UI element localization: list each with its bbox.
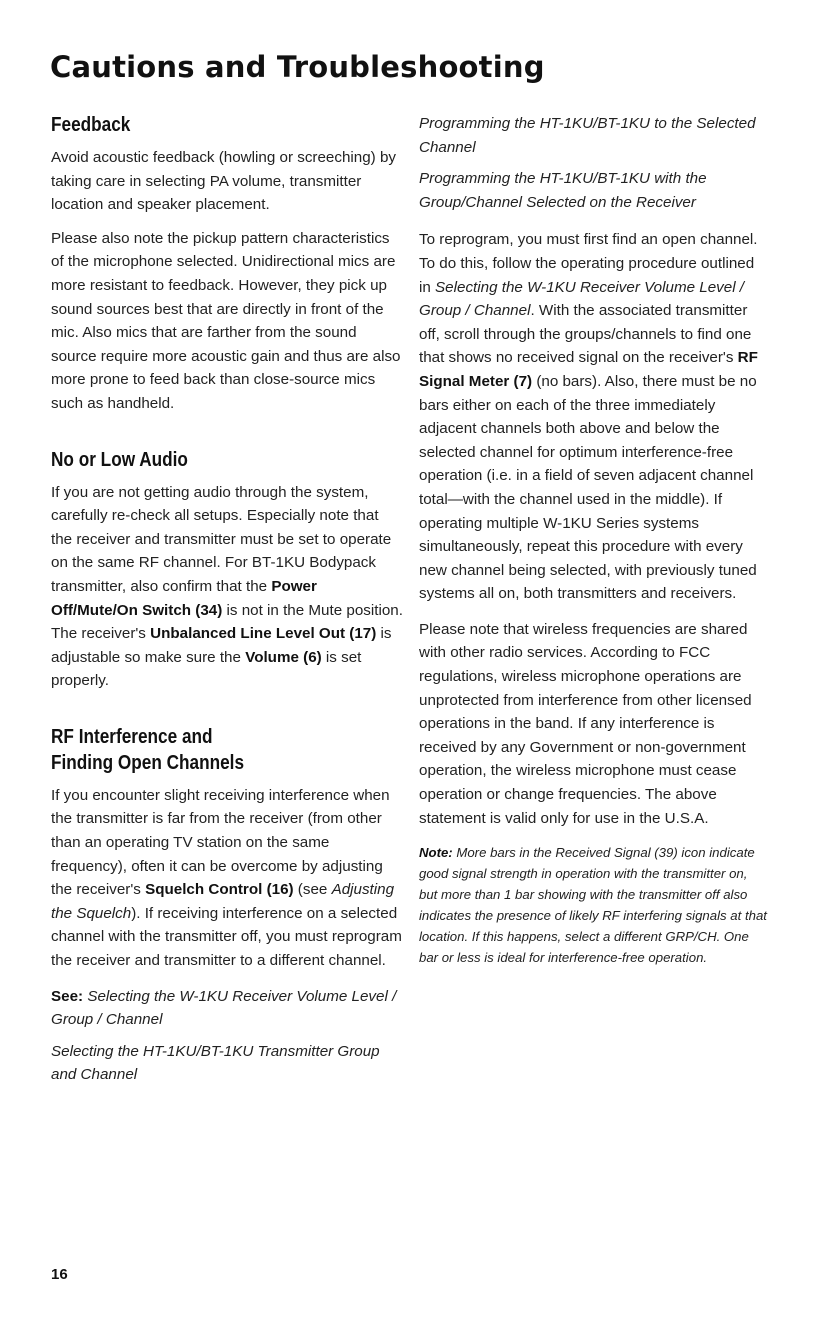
rf2-text-a: To reprogram, you must first find an open channel. To do this, follow the operating procedure outlined in xyxy=(419,231,758,296)
rf-heading-line-2: Finding Open Channels xyxy=(51,751,245,774)
see-also-list xyxy=(51,985,403,1087)
feedback-paragraph-1: Avoid acoustic feedback (howling or screeching) by taking care in selecting PA volume, transmitter location and speaker placement. xyxy=(51,149,396,214)
see-ref-programming-group: Programming the HT-1KU/BT-1KU with the Group/Channel Selected on the Receiver xyxy=(419,170,707,211)
no-audio-paragraph xyxy=(51,481,403,693)
rf-text-b: (see xyxy=(293,881,332,899)
rf-paragraph-3: Please note that wireless frequencies are shared with other radio services. According to FCC regulations, wireless microphone operations are unprotected from interference from other licensed operations in the band. If any interference is received by any Government or non-government operation, the wireless microphone must cease operation or change frequencies. The above statement is valid only for use in the U.S.A. xyxy=(419,620,752,827)
rf-text-c: ). If receiving interference on a selected channel with the transmitter off, you must reprogram the receiver and transmitter to a different channel. xyxy=(51,904,402,970)
no-audio-text-d: is set properly. xyxy=(51,648,362,690)
squelch-control-term: Squelch Control (16) xyxy=(145,881,294,899)
rf-heading-line-1: RF Interference and xyxy=(51,725,213,748)
left-column xyxy=(51,112,403,1095)
see-ref-receiver-volume: Selecting the W-1KU Receiver Volume Level / Group / Channel xyxy=(51,987,397,1029)
rf-signal-meter-term: RF Signal Meter (7) xyxy=(419,349,758,390)
rf-paragraph-1 xyxy=(51,784,403,973)
note-label: Note: xyxy=(419,845,453,861)
rf2-text-c: (no bars). Also, there must be no bars either on each of the three immediately adjacent channels both above and below the selected channel for optimum interference-free operation (i.e. in a field of seven adjacent channel total—with the channel used in the middle). If operating multiple W-1KU Series systems simultaneously, repeat this procedure with every new channel being selected, with previously tuned systems all on, both transmitters and receivers. xyxy=(419,372,757,603)
no-audio-heading: No or Low Audio xyxy=(51,448,188,471)
right-column xyxy=(419,112,769,968)
see-ref-programming-selected: Programming the HT-1KU/BT-1KU to the Selected Channel xyxy=(419,115,756,156)
see-also-item xyxy=(51,985,403,1032)
feedback-heading: Feedback xyxy=(51,114,131,136)
page-title: Cautions and Troubleshooting xyxy=(50,50,545,84)
see-also-list-continued xyxy=(419,112,769,214)
see-label: See: xyxy=(51,987,84,1005)
rf-text-a: If you encounter slight receiving interference when the transmitter is far from the receiver (from other than an operating TV station on the same frequency), often it can be overcome by adjusting the receiver's xyxy=(51,786,390,899)
volume-term: Volume (6) xyxy=(245,648,322,666)
no-audio-text-c: is adjustable so make sure the xyxy=(51,625,392,666)
receiver-volume-reference: Selecting the W-1KU Receiver Volume Level / Group / Channel xyxy=(419,278,745,320)
note xyxy=(419,842,769,968)
no-audio-text-a: If you are not getting audio through the system, carefully re-check all setups. Especially note that the receiver and transmitter must be set to operate on the same RF channel. For BT-1KU Bodypack transmitter, also confirm that the xyxy=(51,483,392,595)
rf-paragraph-2 xyxy=(419,228,769,606)
note-text: More bars in the Received Signal (39) icon indicate good signal strength in operation with the transmitter on, but more than 1 bar showing with the transmitter off also indicates the presence of likely RF interfering signals at that location. If this happens, select a different GRP/CH. One bar or less is ideal for interference-free operation. xyxy=(419,845,767,966)
rf-heading xyxy=(51,724,354,776)
squelch-reference: Adjusting the Squelch xyxy=(51,881,395,922)
no-audio-text-b: is not in the Mute position. The receiver's xyxy=(51,601,403,643)
line-level-out-term: Unbalanced Line Level Out (17) xyxy=(150,625,377,643)
page-number: 16 xyxy=(51,1266,68,1283)
power-switch-term: Power Off/Mute/On Switch (34) xyxy=(51,577,317,619)
see-ref-transmitter-group: Selecting the HT-1KU/BT-1KU Transmitter Group and Channel xyxy=(51,1042,380,1084)
feedback-paragraph-2: Please also note the pickup pattern characteristics of the microphone selected. Unidirectional mics are more resistant to feedback. However, they pick up sound sources best that are directly in front of the mic. Also mics that are farther from the sound source require more acoustic gain and thus are also more prone to feed back than close-source mics such as handheld. xyxy=(51,229,401,412)
rf2-text-b: . With the associated transmitter off, scroll through the groups/channels to find one that shows no received signal on the receiver's xyxy=(419,302,752,367)
